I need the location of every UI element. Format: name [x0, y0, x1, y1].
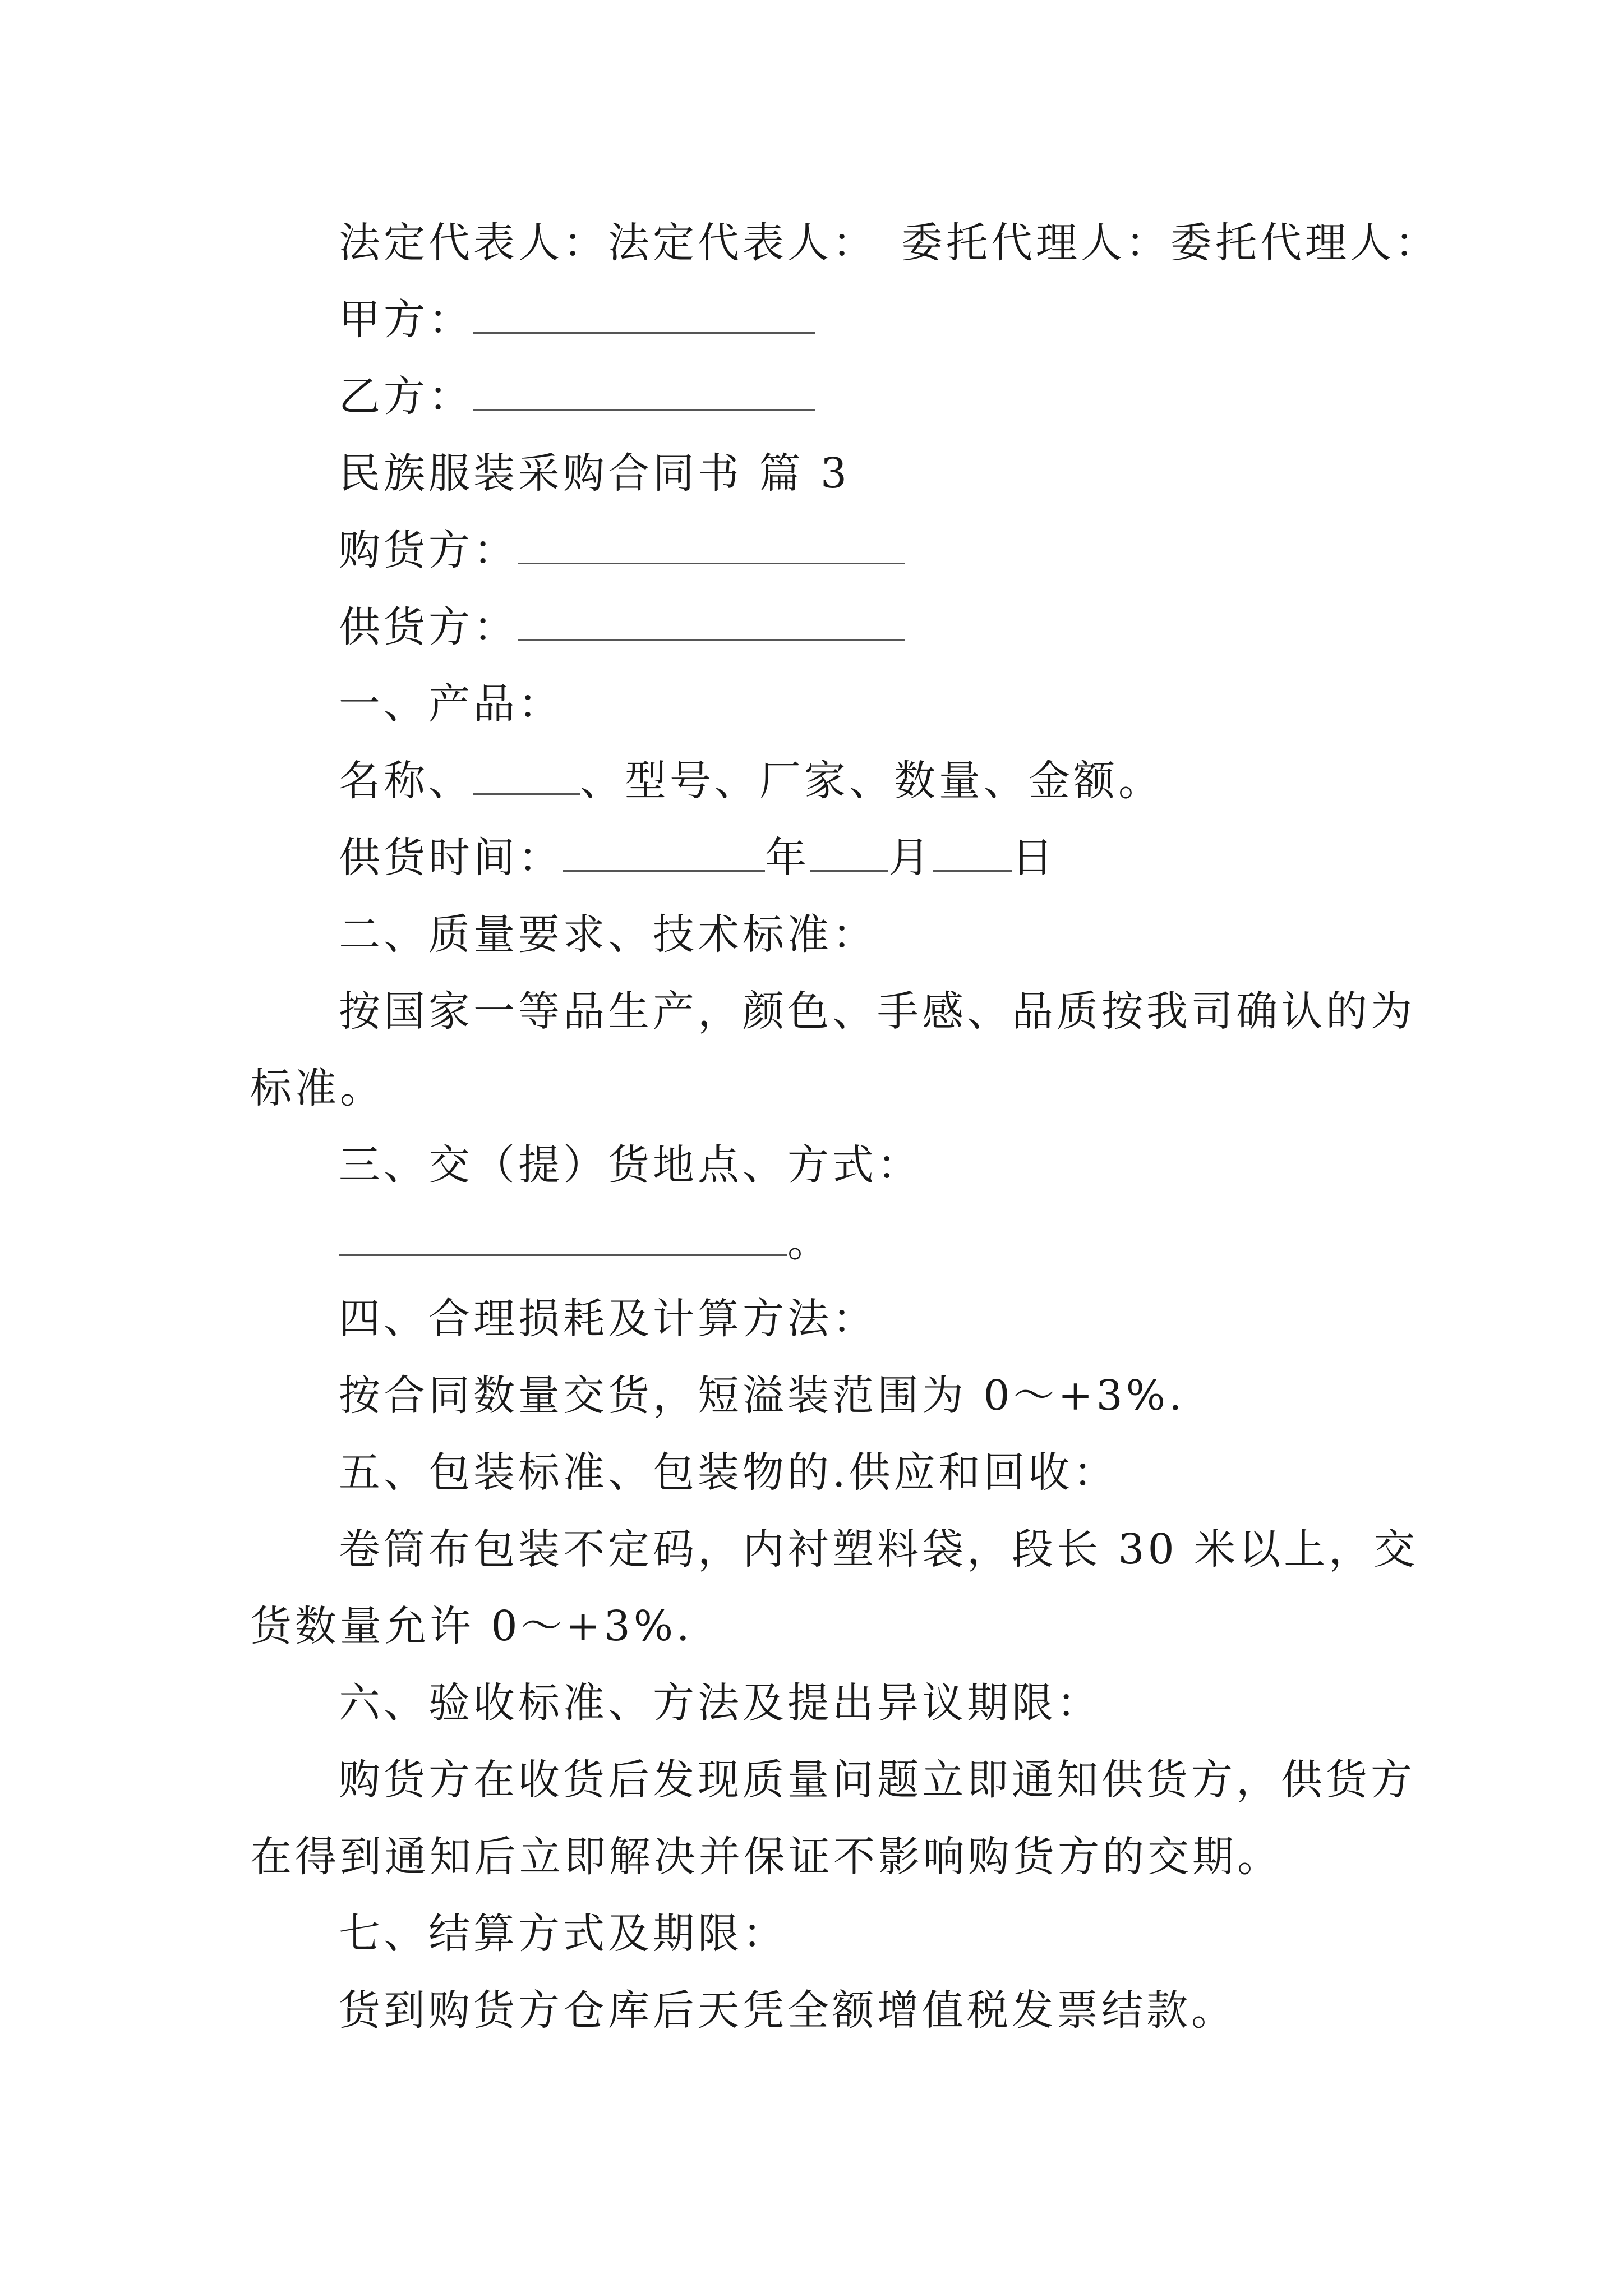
buyer-label: 购货方：: [339, 526, 518, 574]
representatives-text: 法定代表人：法定代表人： 委托代理人：委托代理人：: [339, 219, 1440, 267]
packaging-paragraph-line-1: [339, 1524, 1418, 1575]
year-label: 年: [765, 834, 810, 882]
packaging-text-1: 卷筒布包装不定码，内衬塑料袋，段长 30 米以上，交: [339, 1525, 1419, 1573]
section-7-text: 七、结算方式及期限：: [339, 1910, 787, 1958]
buyer-blank: [518, 527, 905, 564]
product-pre: 名称、: [339, 757, 473, 805]
representatives-line: [339, 218, 1440, 268]
delivery-time-line: [339, 832, 1057, 883]
inspection-text-2: 在得到通知后立即解决并保证不影响购货方的交期。: [250, 1833, 1282, 1881]
quality-text-2: 标准。: [250, 1064, 385, 1112]
day-blank: [933, 834, 1012, 872]
party-b-label: 乙方：: [339, 372, 473, 421]
section-1-heading: [339, 679, 563, 729]
delivery-place-end: 。: [787, 1218, 832, 1266]
section-3-heading: [339, 1140, 922, 1190]
buyer-line: [339, 525, 905, 576]
section-5-text: 五、包装标准、包装物的.供应和回收：: [339, 1448, 1118, 1497]
section-5-heading: [339, 1447, 1118, 1498]
product-post: 、型号、厂家、数量、金额。: [580, 757, 1163, 805]
quality-paragraph-line-1: [339, 986, 1415, 1037]
party-a-blank: [473, 296, 815, 334]
section-7-heading: [339, 1908, 787, 1959]
party-b-line: [339, 371, 815, 422]
product-line: [339, 756, 1163, 806]
party-b-blank: [473, 373, 815, 411]
packaging-text-2: 货数量允许 0～+3%.: [250, 1602, 693, 1650]
delivery-time-label: 供货时间：: [339, 834, 563, 882]
quality-text-1: 按国家一等品生产，颜色、手感、品质按我司确认的为: [339, 987, 1415, 1036]
delivery-place-line: [339, 1217, 832, 1267]
section-3-text: 三、交（提）货地点、方式：: [339, 1141, 922, 1189]
section-4-heading: [339, 1294, 877, 1344]
supplier-label: 供货方：: [339, 603, 518, 651]
section-6-heading: [339, 1678, 1101, 1728]
section-4-text: 四、合理损耗及计算方法：: [339, 1295, 877, 1343]
packaging-paragraph-line-2: [250, 1601, 693, 1651]
inspection-paragraph-line-1: [339, 1755, 1415, 1805]
loss-paragraph: [339, 1370, 1186, 1421]
section-1-text: 一、产品：: [339, 680, 563, 728]
settlement-text: 货到购货方仓库后天凭全额增值税发票结款。: [339, 1986, 1236, 2035]
month-blank: [810, 834, 888, 872]
supplier-line: [339, 602, 905, 652]
day-label: 日: [1012, 834, 1057, 882]
loss-text: 按合同数量交货，短溢装范围为 0～+3%.: [339, 1372, 1186, 1420]
party-a-label: 甲方：: [339, 296, 473, 344]
contract-heading-text: 民族服装采购合同书 篇 3: [339, 449, 851, 498]
party-a-line: [339, 295, 815, 345]
section-2-heading: [339, 909, 877, 960]
section-6-text: 六、验收标准、方法及提出异议期限：: [339, 1679, 1101, 1727]
inspection-text-1: 购货方在收货后发现质量问题立即通知供货方，供货方: [339, 1756, 1415, 1804]
quality-paragraph-line-2: [250, 1063, 385, 1114]
delivery-place-blank: [339, 1218, 787, 1256]
settlement-paragraph: [339, 1985, 1236, 2036]
inspection-paragraph-line-2: [250, 1832, 1282, 1882]
year-blank: [563, 834, 765, 872]
section-2-text: 二、质量要求、技术标准：: [339, 910, 877, 959]
product-name-blank: [473, 757, 580, 795]
contract-heading: [339, 448, 850, 499]
supplier-blank: [518, 604, 905, 641]
month-label: 月: [888, 834, 933, 882]
